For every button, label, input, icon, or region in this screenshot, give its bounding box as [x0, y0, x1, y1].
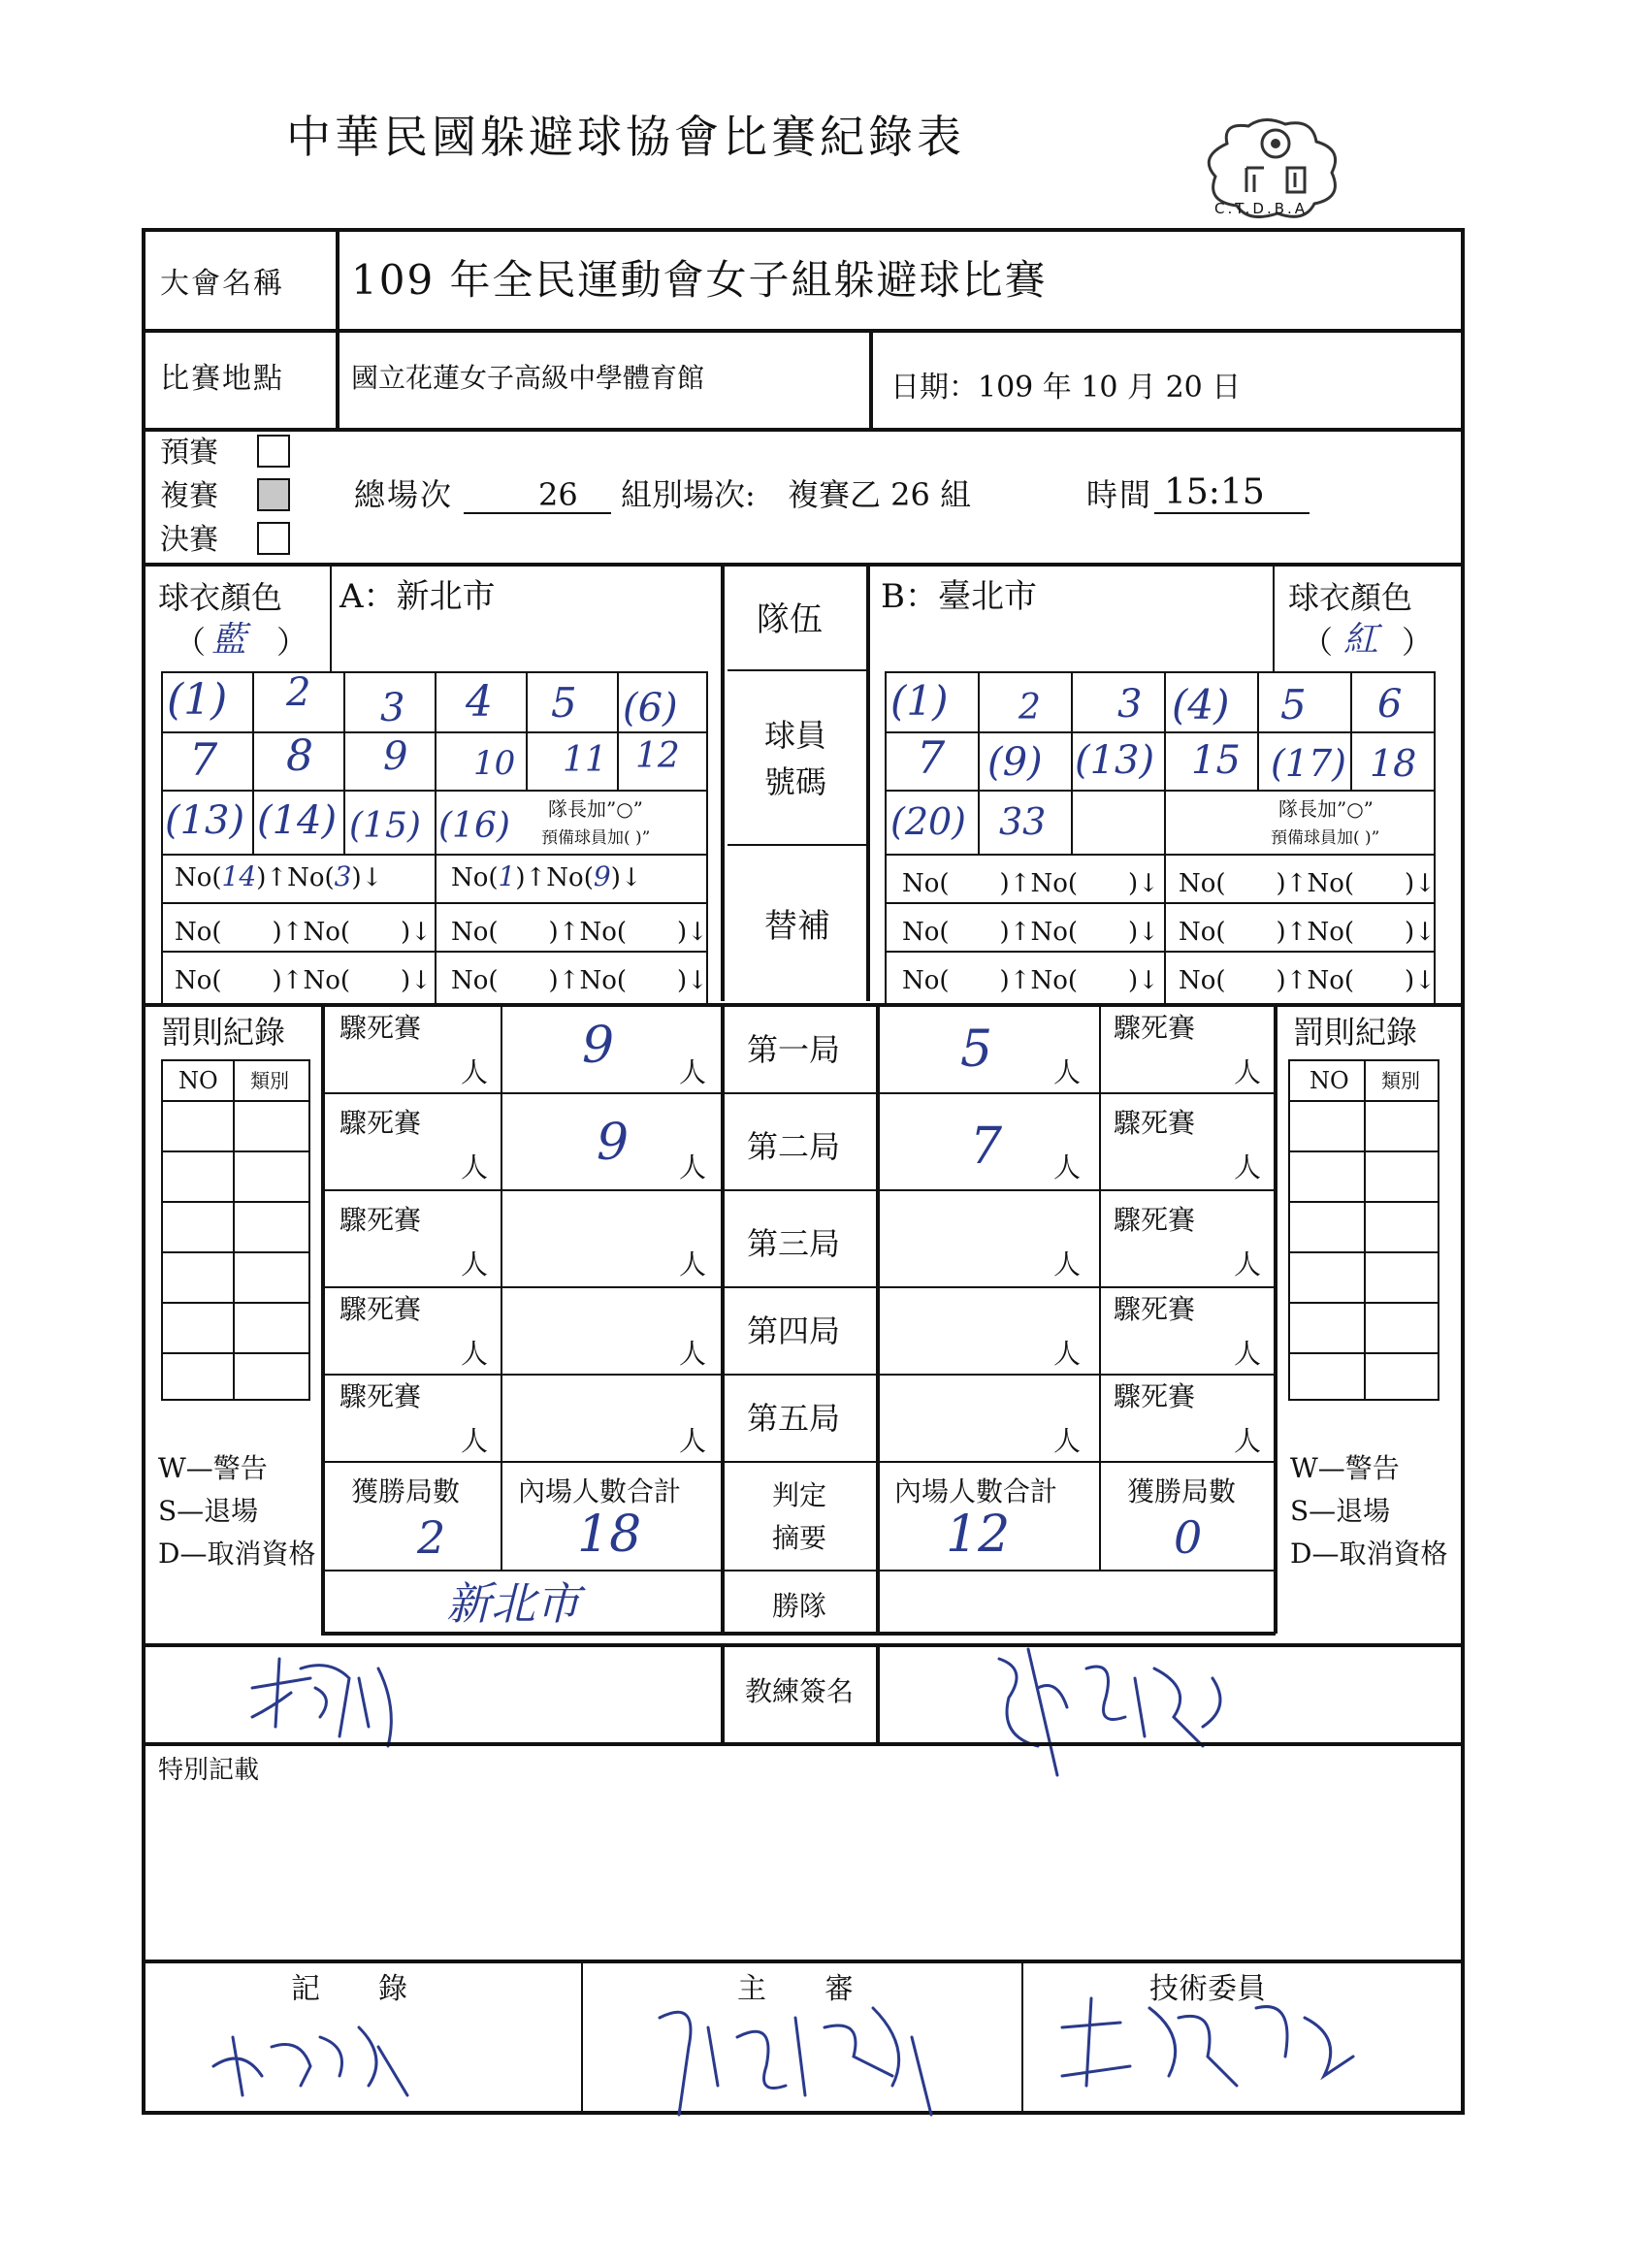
- venue-label: 比賽地點: [160, 362, 284, 396]
- set1-a-sudden-label: 驟死賽: [340, 1012, 422, 1044]
- recorder-label: 記 錄: [291, 1972, 407, 2006]
- date-value: 109 年 10 月 20 日: [978, 371, 1242, 405]
- recorder-signature: [204, 2008, 417, 2105]
- set2-b-sudden-unit: 人: [1234, 1151, 1262, 1183]
- team-a-num-r2c2: 8: [286, 731, 313, 781]
- set2-a-sudden-label: 驟死賽: [340, 1107, 422, 1139]
- logo-caption: C.T.D.B.A: [1214, 200, 1309, 217]
- a-sets-won-label: 獲勝局數: [351, 1475, 461, 1507]
- team-b-num-r2c5: (17): [1271, 742, 1347, 785]
- set3-b-unit: 人: [1053, 1248, 1082, 1280]
- set1-b-unit: 人: [1053, 1056, 1082, 1088]
- a-inner-total-label: 內場人數合計: [518, 1475, 682, 1507]
- total-match-value: 26: [538, 476, 578, 513]
- team-a-sub-row-2a: No( )↑No( )↓: [175, 918, 432, 947]
- team-a-num-r1c5: 5: [551, 679, 577, 727]
- set5-a-unit: 人: [679, 1425, 707, 1457]
- team-b-num-r3c2: 33: [999, 800, 1047, 843]
- team-a-num-r2c5: 11: [563, 740, 607, 780]
- team-a-num-r1c3: 3: [380, 686, 405, 730]
- penalty-a-table: [161, 1059, 310, 1401]
- set2-b-unit: 人: [1053, 1151, 1082, 1183]
- set4-a-sudden-label: 驟死賽: [340, 1293, 422, 1325]
- team-a-num-r2c3: 9: [383, 734, 408, 779]
- team-b-num-r1c6: 6: [1377, 682, 1403, 727]
- date-label: 日期：: [890, 371, 978, 405]
- teams-label: 隊伍: [757, 600, 823, 639]
- set1-a-score: 9: [582, 1017, 615, 1075]
- set2-a-sudden-unit: 人: [461, 1151, 489, 1183]
- set1-b-score: 5: [960, 1021, 993, 1079]
- special-notes-label: 特別記載: [158, 1756, 260, 1785]
- team-a-num-r2c1: 7: [189, 733, 218, 786]
- set2-b-sudden-label: 驟死賽: [1114, 1107, 1196, 1139]
- team-a-sub1-out2: 9: [593, 860, 611, 892]
- set3-label: 第三局: [747, 1225, 841, 1262]
- team-b-num-r1c2: 2: [1018, 688, 1041, 728]
- team-b-reserve-note: 預備球員加( )”: [1271, 828, 1380, 848]
- set1-b-sudden-label: 驟死賽: [1114, 1012, 1196, 1044]
- set5-a-sudden-label: 驟死賽: [340, 1380, 422, 1412]
- player-numbers-label-1: 球員: [764, 717, 827, 754]
- team-b-coach-signature: [980, 1639, 1242, 1785]
- set3-a-sudden-unit: 人: [461, 1248, 489, 1280]
- penalty-a-legend-d: D—取消資格: [158, 1538, 316, 1570]
- team-a-coach-signature: [242, 1649, 417, 1756]
- team-a-num-r1c1: (1): [167, 675, 228, 725]
- player-numbers-label-2: 號碼: [764, 763, 827, 800]
- match-date: [890, 363, 1241, 405]
- stage-prelim-checkbox[interactable]: [257, 435, 290, 468]
- team-a-jersey-open: （: [175, 624, 207, 661]
- team-b-num-r2c4: 15: [1191, 738, 1241, 783]
- set4-a-sudden-unit: 人: [461, 1338, 489, 1370]
- set5-a-sudden-unit: 人: [461, 1425, 489, 1457]
- team-a-captain-note: 隊長加”○”: [548, 797, 643, 821]
- set2-b-score: 7: [970, 1118, 1003, 1176]
- team-a-num-r3c2: (14): [257, 798, 338, 843]
- set4-b-sudden-unit: 人: [1234, 1338, 1262, 1370]
- set3-b-sudden-label: 驟死賽: [1114, 1204, 1196, 1236]
- team-a-jersey-label: 球衣顏色: [158, 579, 283, 616]
- penalty-b-col-type: 類別: [1381, 1069, 1420, 1092]
- penalty-b-col-no: NO: [1310, 1067, 1349, 1094]
- referee-signature: [640, 1979, 951, 2124]
- team-a-num-r1c4: 4: [466, 677, 493, 727]
- penalty-a-col-type: 類別: [250, 1069, 289, 1092]
- team-a-num-r3c1: (13): [165, 798, 245, 843]
- set1-b-sudden-unit: 人: [1234, 1056, 1262, 1088]
- team-b-sub-row-3a: No( )↑No( )↓: [902, 966, 1159, 995]
- penalty-a-title: 罰則紀錄: [161, 1014, 286, 1051]
- set1-label: 第一局: [747, 1031, 841, 1068]
- winner-team: 新北市: [446, 1577, 580, 1630]
- a-inner-total: 18: [577, 1506, 642, 1564]
- team-b-name: B：臺北市: [881, 577, 1037, 616]
- team-a-num-r1c6: (6): [623, 686, 678, 730]
- team-a-sub1-in1: 14: [221, 860, 257, 892]
- team-a-sub-row-2b: No( )↑No( )↓: [451, 918, 708, 947]
- time-label: 時間: [1086, 476, 1153, 513]
- event-name: 109 年全民運動會女子組躲避球比賽: [351, 256, 1048, 304]
- set1-a-unit: 人: [679, 1056, 707, 1088]
- set3-b-sudden-unit: 人: [1234, 1248, 1262, 1280]
- set5-label: 第五局: [747, 1400, 841, 1437]
- team-a-name: A：新北市: [340, 577, 496, 616]
- team-a-jersey-color: 藍: [211, 620, 247, 660]
- team-b-jersey-open: （: [1302, 624, 1334, 661]
- team-b-sub-row-2b: No( )↑No( )↓: [1179, 918, 1436, 947]
- penalty-a-legend-w: W—警告: [158, 1452, 268, 1484]
- event-name-label: 大會名稱: [160, 267, 284, 301]
- penalty-a-col-no: NO: [178, 1067, 218, 1094]
- stage-semi-label: 複賽: [160, 479, 218, 513]
- team-b-sub-row-1a: No( )↑No( )↓: [902, 869, 1159, 898]
- team-b-num-r2c1: 7: [917, 731, 946, 784]
- team-b-num-r2c3: (13): [1075, 738, 1155, 783]
- group-match-label: 組別場次:: [621, 476, 756, 513]
- stage-final-checkbox[interactable]: [257, 522, 290, 555]
- b-inner-total: 12: [946, 1506, 1011, 1564]
- penalty-a-legend-s: S—退場: [158, 1495, 259, 1527]
- team-b-sub-row-3b: No( )↑No( )↓: [1179, 966, 1436, 995]
- team-b-num-r1c5: 5: [1280, 681, 1307, 729]
- stage-final-label: 決賽: [160, 523, 218, 557]
- set2-label: 第二局: [747, 1128, 841, 1165]
- set2-a-score: 9: [597, 1114, 630, 1172]
- tech-official-label: 技術委員: [1149, 1972, 1266, 2006]
- team-b-num-r2c2: (9): [987, 740, 1043, 785]
- set2-a-unit: 人: [679, 1151, 707, 1183]
- form-title: 中華民國躲避球協會比賽紀錄表: [286, 111, 965, 163]
- group-match-value: 複賽乙 26 組: [788, 476, 972, 513]
- stage-semi-checkbox[interactable]: [257, 478, 290, 511]
- b-sets-won: 0: [1174, 1511, 1203, 1564]
- team-a-num-r2c4: 10: [473, 744, 516, 783]
- set4-b-sudden-label: 驟死賽: [1114, 1293, 1196, 1325]
- team-b-num-r3c1: (20): [890, 800, 967, 843]
- team-a-num-r2c6: 12: [635, 736, 680, 776]
- team-b-num-r2c6: 18: [1370, 742, 1417, 785]
- team-b-jersey-close: ）: [1402, 624, 1434, 661]
- penalty-b-title: 罰則紀錄: [1293, 1014, 1418, 1051]
- team-a-sub-row-3a: No( )↑No( )↓: [175, 966, 432, 995]
- team-a-num-r3c4: (16): [438, 806, 510, 846]
- total-match-label: 總場次: [354, 476, 454, 513]
- penalty-b-legend-d: D—取消資格: [1290, 1538, 1448, 1570]
- set3-a-sudden-label: 驟死賽: [340, 1204, 422, 1236]
- b-sets-won-label: 獲勝局數: [1127, 1475, 1237, 1507]
- stage-prelim-label: 預賽: [160, 436, 218, 470]
- team-a-reserve-note: 預備球員加( )”: [541, 828, 651, 848]
- team-a-sub1-out1: 3: [334, 860, 352, 892]
- set4-label: 第四局: [747, 1312, 841, 1349]
- set4-a-unit: 人: [679, 1338, 707, 1370]
- winner-label: 勝隊: [772, 1590, 827, 1622]
- team-b-jersey-label: 球衣顏色: [1288, 579, 1413, 616]
- team-b-captain-note: 隊長加”○”: [1278, 797, 1374, 821]
- team-b-num-r1c3: 3: [1117, 682, 1143, 727]
- verdict-label-1: 判定: [772, 1479, 827, 1511]
- team-b-num-r1c1: (1): [890, 677, 949, 725]
- penalty-b-legend-s: S—退場: [1290, 1495, 1391, 1527]
- set1-a-sudden-unit: 人: [461, 1056, 489, 1088]
- substitution-label: 替補: [764, 907, 830, 946]
- team-b-sub-row-1b: No( )↑No( )↓: [1179, 869, 1436, 898]
- a-sets-won: 2: [417, 1511, 446, 1564]
- penalty-b-legend-w: W—警告: [1290, 1452, 1400, 1484]
- team-a-jersey-close: ）: [276, 624, 308, 661]
- team-a-sub-row-3b: No( )↑No( )↓: [451, 966, 708, 995]
- team-a-sub-row-1a: No(14)↑No(3)↓: [175, 860, 383, 892]
- set4-b-unit: 人: [1053, 1338, 1082, 1370]
- verdict-label-2: 摘要: [772, 1522, 827, 1554]
- set5-b-sudden-label: 驟死賽: [1114, 1380, 1196, 1412]
- team-a-sub-row-1b: No(1)↑No(9)↓: [451, 860, 642, 892]
- team-a-num-r1c2: 2: [286, 670, 311, 715]
- referee-label: 主 審: [737, 1972, 854, 2006]
- tech-official-signature: [1052, 1979, 1363, 2105]
- time-value: 15:15: [1164, 472, 1265, 512]
- venue: 國立花蓮女子高級中學體育館: [351, 362, 705, 394]
- team-b-jersey-color: 紅: [1343, 620, 1379, 660]
- team-b-sub-row-2a: No( )↑No( )↓: [902, 918, 1159, 947]
- coach-sign-label: 教練簽名: [745, 1675, 855, 1707]
- set5-b-sudden-unit: 人: [1234, 1425, 1262, 1457]
- set3-a-unit: 人: [679, 1248, 707, 1280]
- team-a-sub1-in2: 1: [498, 860, 516, 892]
- team-b-num-r1c4: (4): [1172, 681, 1230, 729]
- set5-b-unit: 人: [1053, 1425, 1082, 1457]
- b-inner-total-label: 內場人數合計: [894, 1475, 1058, 1507]
- team-a-num-r3c3: (15): [349, 806, 421, 846]
